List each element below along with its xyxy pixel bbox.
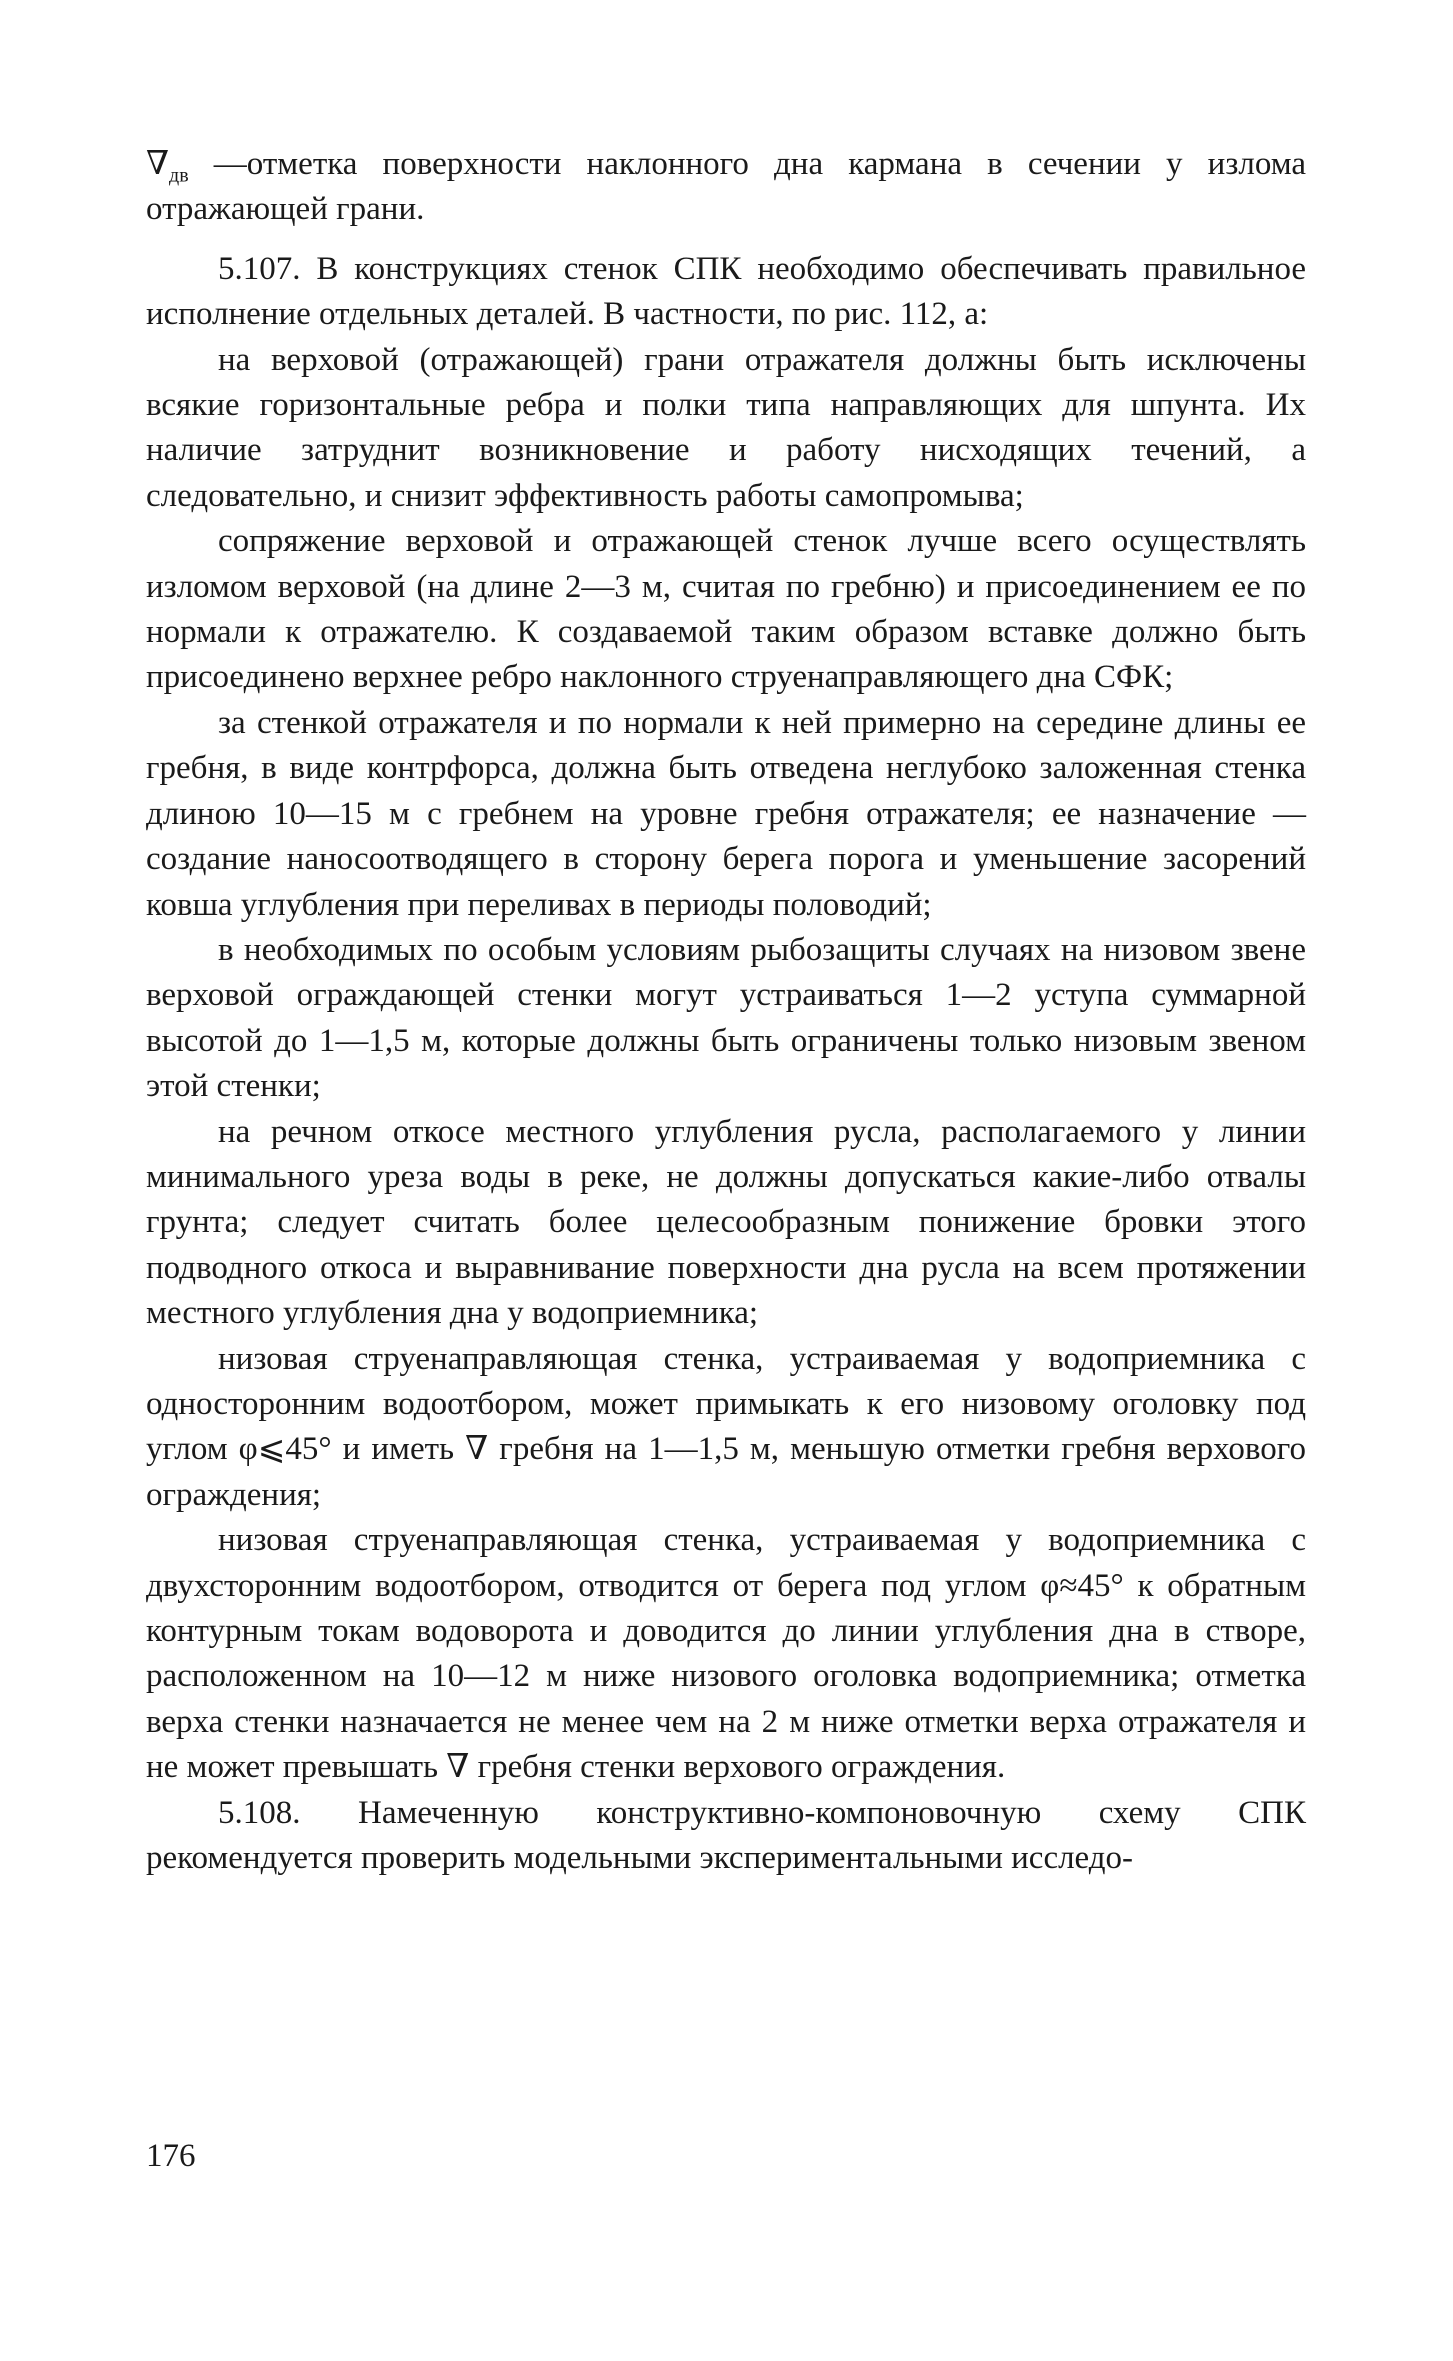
paragraph-list-item: за стенкой отражателя и по нормали к ней примерно на середине длины ее гребня, в виде контрфорса, должна быть отведена неглубоко заложенная стенка длиною 10—15 м с гребнем на уровне гребня отражателя; ее назначение — создание наносоотводящего в сторону берега порога и уменьшение засорений ковша углубления при переливах в периоды половодий; [146,704,1306,923]
paragraph-list-item: в необходимых по особым условиям рыбозащиты случаях на низовом звене верховой ограждающей стенки могут устраиваться 1—2 уступа суммарной высотой до 1—1,5 м, которые должны быть ограничены только низовым звеном этой стенки; [146,931,1306,1105]
elevation-symbol: ∇ [146,143,170,182]
paragraph-list-item: на речном откосе местного углубления русла, располагаемого у линии минимального уреза воды в реке, не должны допускаться какие-либо отвалы грунта; следует считать более целесообразным понижение бровки этого подводного откоса и выравнивание поверхности дна русла на всем протяжении местного углубления дна у водоприемника; [146,1113,1306,1332]
document-page [146,140,1306,1881]
paragraph-list-item: сопряжение верховой и отражающей стенок лучше всего осуществлять изломом верховой (на длине 2—3 м, считая по гребню) и присоединением ее по нормали к отражателю. К создаваемой таким образом вставке должно быть присоединено верхнее ребро наклонного струенаправляющего дна СФК; [146,523,1306,696]
paragraph-5-107: 5.107. В конструкциях стенок СПК необходимо обеспечивать правильное исполнение отдельных деталей. В частности, по рис. 112, а: [146,250,1306,333]
paragraph-list-item: низовая струенаправляющая стенка, устраиваемая у водоприемника с двухсторонним водоотбором, отводится от берега под углом φ≈45° к обратным контурным токам водоворота и доводится до линии углубления дна в створе, расположенном на 10—12 м ниже низового оголовка водоприемника; отметка верха стенки назначается не менее чем на 2 м ниже отметки верха отражателя и не может превышать ∇ гребня стенки верхового ограждения. [146,1522,1306,1786]
paragraph-5-108: 5.108. Намеченную конструктивно-компоновочную схему СПК рекомендуется проверить модельными экспериментальными исследо- [146,1794,1306,1877]
paragraph-continuation [146,140,1306,233]
elevation-symbol-subscript: дв [169,164,189,187]
page-number: 176 [146,2138,196,2174]
paragraph-text: —отметка поверхности наклонного дна кармана в сечении у излома отражающей грани. [146,146,1307,228]
paragraph-list-item: на верховой (отражающей) грани отражателя должны быть исключены всякие горизонтальные ребра и полки типа направляющих для шпунта. Их наличие затруднит возникновение и работу нисходящих течений, а следовательно, и снизит эффективность работы самопромыва; [146,341,1306,514]
paragraph-list-item: низовая струенаправляющая стенка, устраиваемая у водоприемника с односторонним водоотбором, может примыкать к его низовому оголовку под углом φ⩽45° и иметь ∇ гребня на 1—1,5 м, меньшую отметки гребня верхового ограждения; [146,1340,1306,1513]
